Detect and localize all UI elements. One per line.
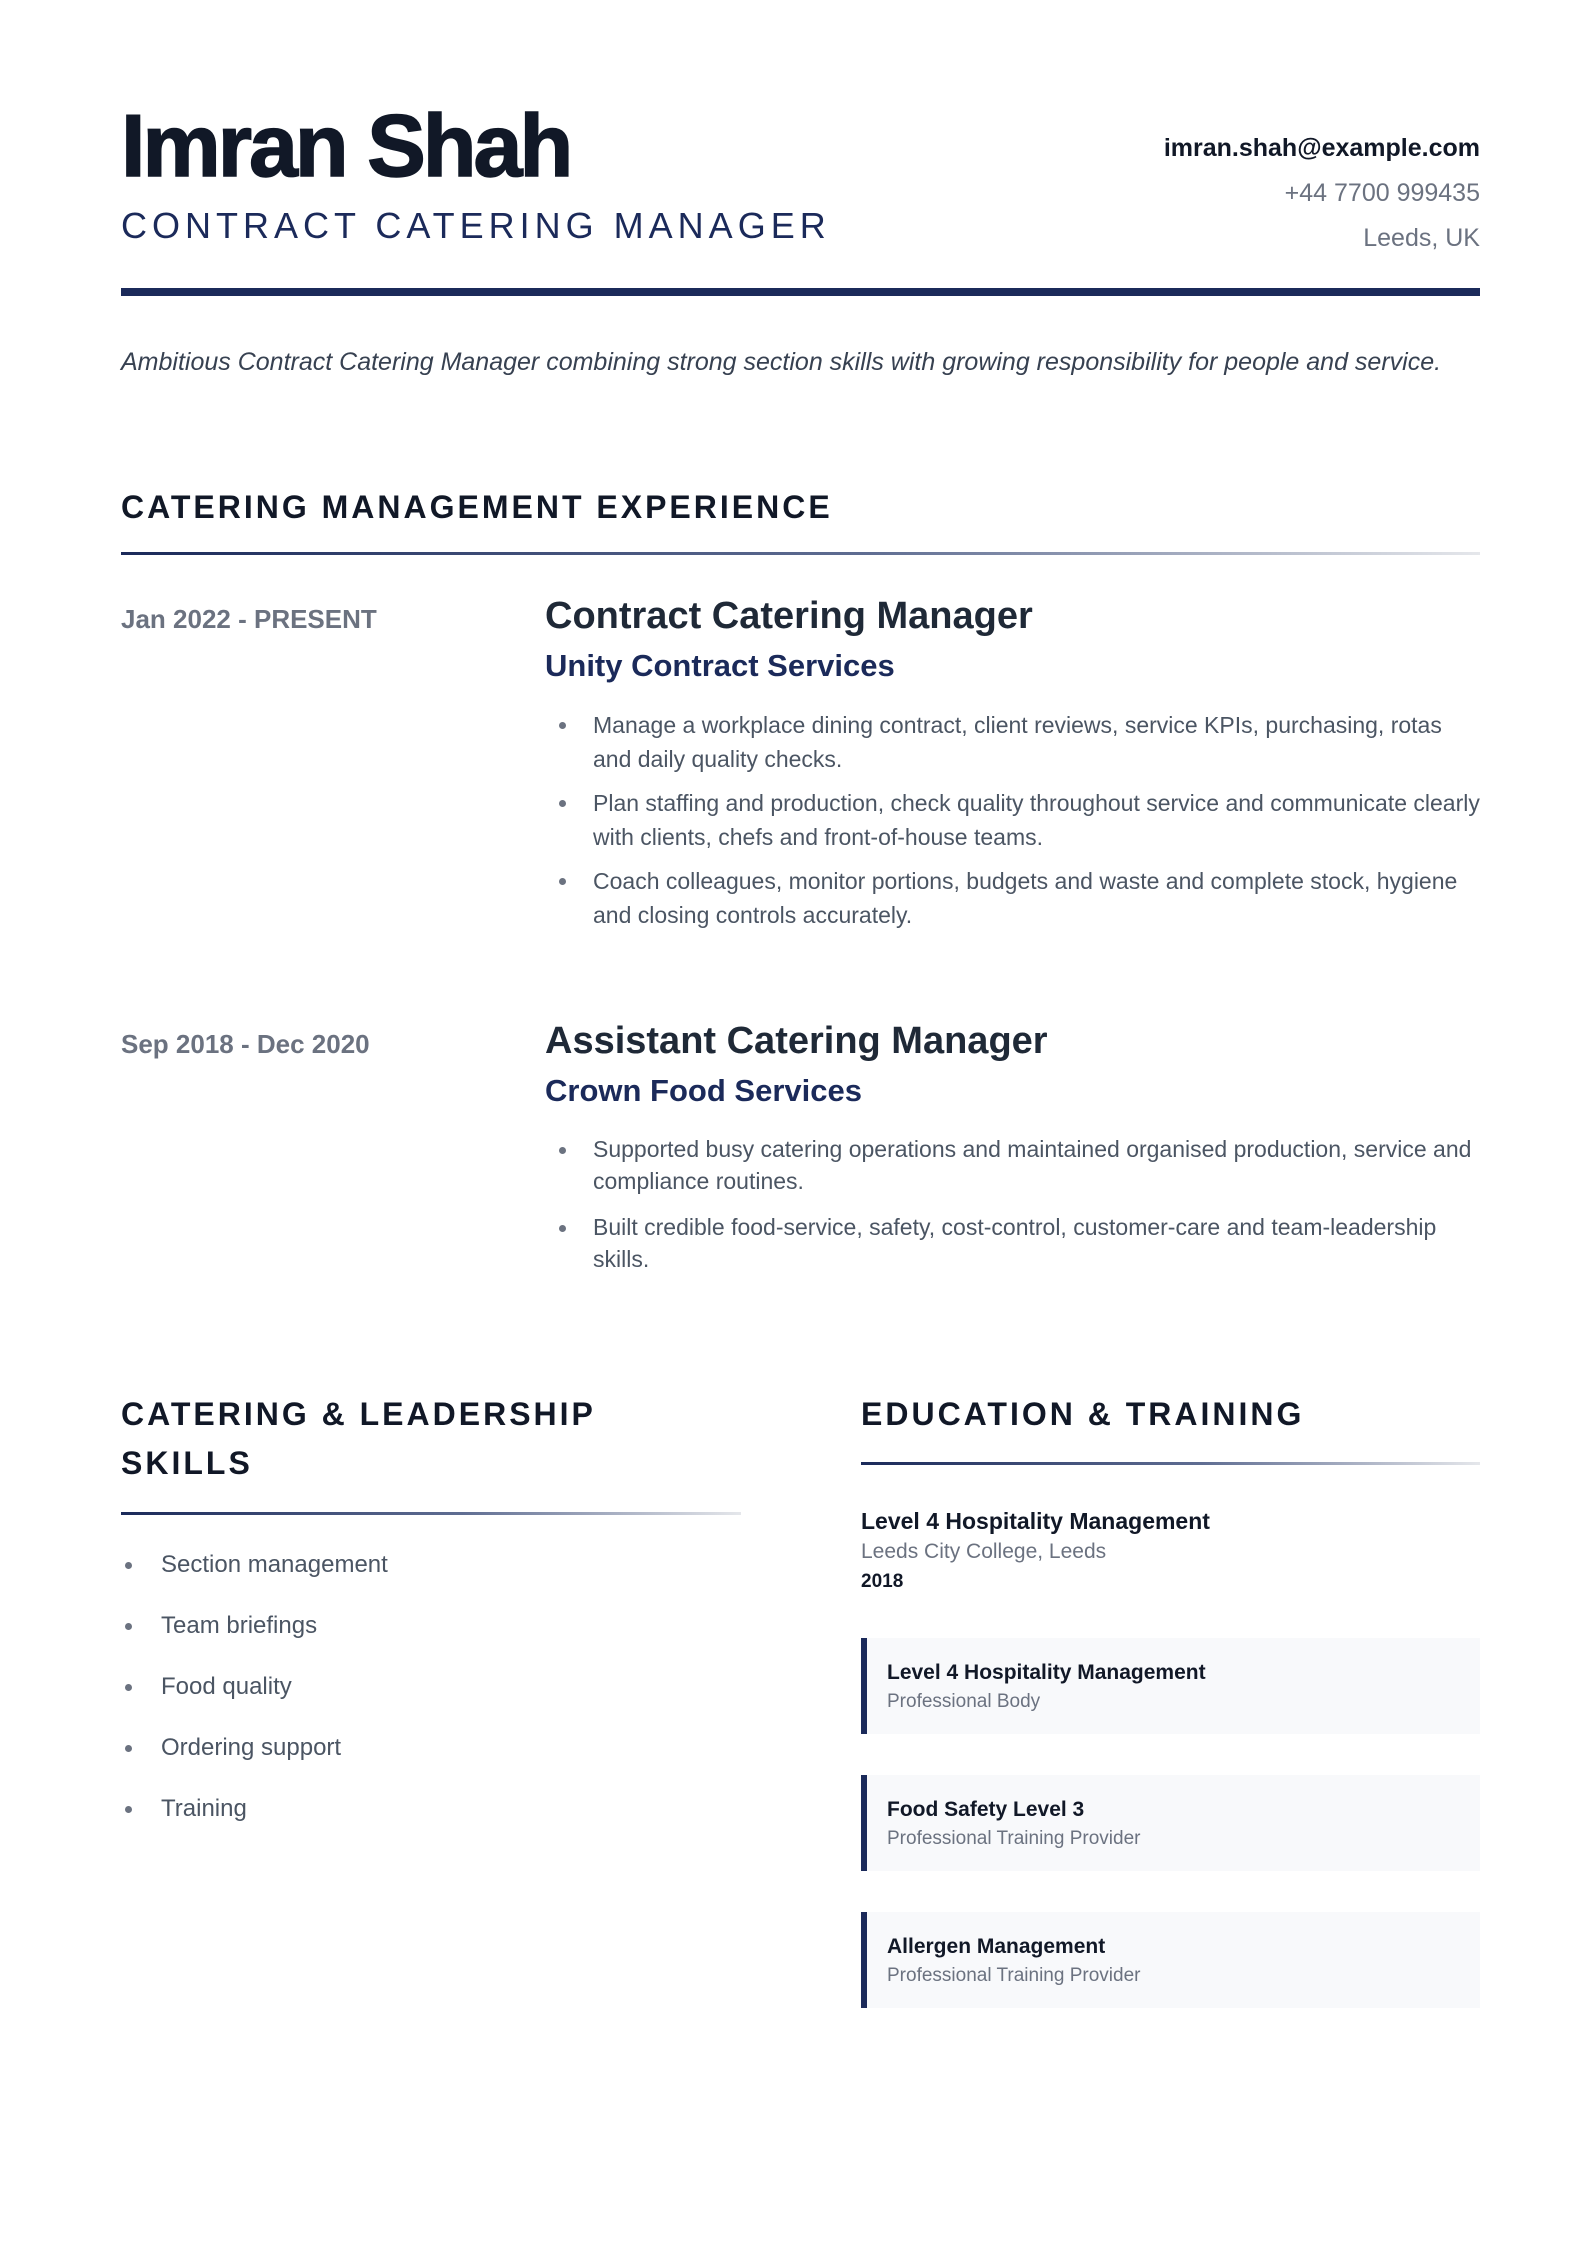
- skill-item: Training: [121, 1791, 741, 1827]
- job-title: Contract Catering Manager: [545, 595, 1033, 637]
- job-dates: Jan 2022 - PRESENT: [121, 604, 377, 634]
- candidate-name: Imran Shah: [121, 96, 571, 195]
- certification-title: Allergen Management: [887, 1935, 1106, 1958]
- skill-item: Ordering support: [121, 1730, 741, 1766]
- experience-divider: [121, 552, 1480, 555]
- job-bullets: [545, 1133, 1480, 1275]
- education-divider: [861, 1462, 1480, 1465]
- job-company: Unity Contract Services: [545, 648, 895, 683]
- skill-item: Team briefings: [121, 1608, 741, 1644]
- contact-email[interactable]: imran.shah@example.com: [1163, 134, 1480, 162]
- certification-card: [861, 1775, 1480, 1871]
- job-bullet: Coach colleagues, monitor portions, budgets and waste and complete stock, hygiene and closing controls accurately.: [545, 864, 1480, 932]
- skill-item: Section management: [121, 1547, 741, 1583]
- job-dates: Sep 2018 - Dec 2020: [121, 1029, 370, 1059]
- job-bullets: [545, 708, 1480, 932]
- skills-list: [121, 1547, 741, 1827]
- certification-card: [861, 1638, 1480, 1734]
- candidate-title: CONTRACT CATERING MANAGER: [121, 205, 831, 246]
- job-bullet: Plan staffing and production, check quality throughout service and communicate clearly with clients, chefs and front-of-house teams.: [545, 786, 1480, 854]
- job-details: [545, 590, 1480, 942]
- skills-heading: CATERING & LEADERSHIP SKILLS: [121, 1396, 596, 1481]
- job-bullet: Manage a workplace dining contract, client reviews, service KPIs, purchasing, rotas and daily quality checks.: [545, 708, 1480, 776]
- skills-section: [121, 1390, 741, 1852]
- profile-summary: Ambitious Contract Catering Manager combining strong section skills with growing responsibility for people and service.: [121, 348, 1442, 376]
- certification-issuer: Professional Training Provider: [887, 1828, 1141, 1849]
- education-heading: EDUCATION & TRAINING: [861, 1396, 1305, 1432]
- header-divider: [121, 288, 1480, 296]
- resume-page: [121, 0, 1480, 2246]
- education-section: [861, 1390, 1480, 2008]
- job-bullet: Built credible food-service, safety, cost-control, customer-care and team-leadership skills.: [545, 1211, 1480, 1275]
- skill-item: Food quality: [121, 1669, 741, 1705]
- resume-header: [121, 90, 1480, 300]
- contact-phone[interactable]: +44 7700 999435: [1284, 179, 1480, 207]
- experience-section: [121, 483, 1480, 555]
- skills-divider: [121, 1512, 741, 1515]
- certification-issuer: Professional Training Provider: [887, 1965, 1141, 1986]
- certification-issuer: Professional Body: [887, 1691, 1041, 1712]
- education-title: Level 4 Hospitality Management: [861, 1508, 1210, 1534]
- job-company: Crown Food Services: [545, 1073, 862, 1108]
- contact-block: [1164, 126, 1480, 261]
- job-title: Assistant Catering Manager: [545, 1020, 1048, 1062]
- contact-location: Leeds, UK: [1363, 224, 1480, 252]
- certification-title: Food Safety Level 3: [887, 1798, 1085, 1821]
- education-school: Leeds City College, Leeds: [861, 1540, 1107, 1563]
- job-bullet: Supported busy catering operations and maintained organised production, service and compliance routines.: [545, 1133, 1480, 1197]
- job-details: [545, 1015, 1480, 1289]
- education-entry: [861, 1505, 1480, 1597]
- education-year: 2018: [861, 1571, 904, 1592]
- certification-title: Level 4 Hospitality Management: [887, 1661, 1206, 1684]
- experience-heading: CATERING MANAGEMENT EXPERIENCE: [121, 489, 833, 525]
- certification-card: [861, 1912, 1480, 2008]
